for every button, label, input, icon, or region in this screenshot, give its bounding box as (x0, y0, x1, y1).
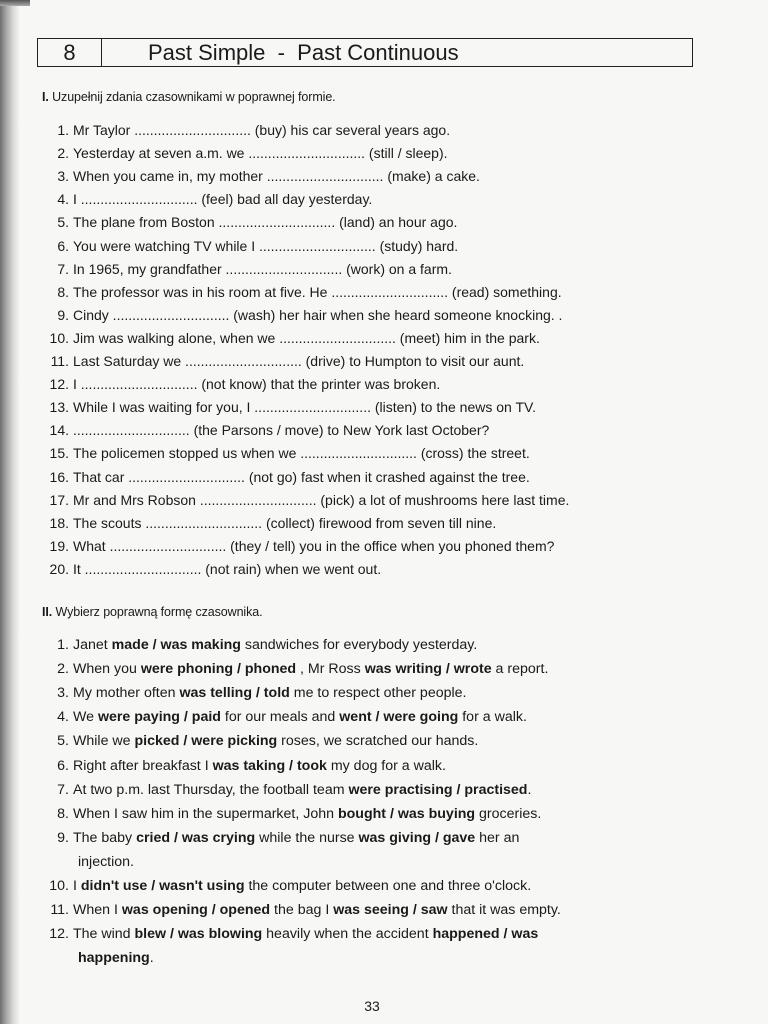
verb-choice: picked / were picking (134, 733, 278, 750)
section-2-label: II. (42, 605, 53, 619)
item-number: 18. (49, 514, 69, 531)
verb-choice: was seeing / saw (333, 902, 448, 919)
sentence-text: her an (475, 829, 520, 846)
scan-corner-mark (0, 0, 30, 6)
exercise-2-item (38, 685, 466, 701)
item-number: 2. (57, 145, 69, 162)
item-number: 7. (57, 260, 69, 277)
item-number: 11. (50, 902, 69, 919)
sentence-text: , Mr Ross (296, 661, 365, 678)
section-1-instruction (42, 90, 336, 104)
item-sentence: In 1965, my grandfather .............................. (work) on a farm. (73, 260, 452, 277)
exercise-1-item (38, 238, 458, 254)
exercise-2-item (38, 782, 531, 798)
sentence-text: roses, we scratched our hands. (277, 733, 479, 750)
item-number: 12. (49, 926, 69, 943)
section-2-instruction-text: Wybierz poprawną formę czasownika. (55, 605, 263, 619)
sentence-text: When you (73, 661, 141, 678)
sentence-text: The baby (73, 829, 137, 846)
sentence-text: groceries. (475, 805, 542, 822)
sentence-text: while the nurse (255, 829, 359, 846)
item-number: 6. (57, 237, 69, 254)
exercise-2-item (38, 926, 538, 942)
unit-number: 8 (38, 39, 102, 66)
exercise-1-item (38, 284, 562, 300)
exercise-1-item (38, 469, 530, 485)
item-number: 12. (49, 376, 69, 393)
exercise-1-item (38, 445, 530, 461)
unit-header (37, 38, 693, 67)
item-number: 6. (57, 757, 69, 774)
verb-choice: blew / was blowing (134, 926, 263, 943)
item-number: 9. (57, 306, 69, 323)
sentence-text: Janet (73, 637, 112, 653)
exercise-1-item (38, 515, 496, 531)
item-sentence: The scouts .............................. (collect) firewood from seven till nine. (73, 514, 497, 531)
exercise-1-item (38, 122, 450, 138)
section-2-instruction (42, 605, 263, 619)
sentence-text: The wind (73, 926, 135, 943)
verb-choice: were practising / practised (348, 781, 528, 798)
exercise-1-item (38, 538, 554, 554)
item-number: 13. (49, 399, 69, 416)
verb-choice: happened / was (432, 926, 539, 943)
sentence-text: heavily when the accident (262, 926, 433, 943)
sentence-text: a report. (491, 661, 549, 678)
sentence-text: me to respect other people. (289, 685, 467, 702)
page-number: 33 (364, 998, 380, 1014)
item-number: 20. (49, 560, 69, 577)
sentence-text: At two p.m. last Thursday, the football team (73, 781, 349, 798)
item-number: 3. (57, 168, 69, 185)
item-number: 3. (57, 685, 69, 702)
item-number: 1. (57, 637, 69, 653)
sentence-text: that it was empty. (447, 902, 561, 919)
sentence-text: When I saw him in the supermarket, John (73, 805, 338, 822)
item-number: 8. (57, 805, 69, 822)
sentence-text: the computer between one and three o'clock. (244, 878, 532, 894)
sentence-text: for a walk. (458, 709, 527, 726)
item-number: 7. (57, 781, 69, 798)
exercise-1-item (38, 145, 448, 161)
sentence-text: We (73, 709, 98, 726)
verb-choice: were phoning / phoned (140, 661, 297, 678)
exercise-1-item (38, 422, 489, 438)
item-sentence: .............................. (the Parsons / move) to New York last October? (73, 422, 490, 439)
item-number: 11. (50, 353, 69, 369)
item-number: 10. (49, 878, 69, 894)
exercise-2-item (38, 709, 527, 725)
item-number: 9. (57, 829, 69, 846)
item-number: 15. (49, 445, 69, 462)
item-number: 8. (57, 283, 69, 300)
sentence-text: my dog for a walk. (326, 757, 446, 774)
item-sentence: What .............................. (they / tell) you in the office when you phoned them? (73, 537, 555, 554)
verb-choice: was giving / gave (358, 829, 476, 846)
item-number: 14. (49, 422, 69, 439)
item-sentence: That car .............................. (not go) fast when it crashed against the tree. (73, 468, 530, 485)
exercise-2-item (38, 637, 477, 653)
sentence-text: the bag I (270, 902, 334, 919)
item-sentence: I .............................. (not know) that the printer was broken. (73, 376, 441, 393)
item-number: 16. (49, 468, 69, 485)
item-number: 5. (57, 214, 69, 231)
verb-choice: made / was making (111, 637, 241, 653)
exercise-2-item (38, 733, 478, 749)
exercise-1-item (38, 330, 540, 346)
verb-choice: was opening / opened (121, 902, 271, 919)
sentence-text: . (527, 781, 532, 798)
item-sentence: When you came in, my mother .............................. (make) a cake. (73, 168, 480, 185)
item-sentence: Jim was walking alone, when we .............................. (meet) him in the park. (73, 329, 540, 346)
verb-choice: was telling / told (179, 685, 290, 702)
exercise-2-item (38, 661, 548, 677)
verb-choice: was writing / wrote (364, 661, 492, 678)
item-number: 4. (57, 709, 69, 726)
verb-choice: were paying / paid (97, 709, 221, 726)
sentence-text: Right after breakfast I (73, 757, 213, 774)
verb-choice: was taking / took (212, 757, 327, 774)
exercise-1-item (38, 261, 452, 277)
item-number: 19. (49, 537, 69, 554)
item-sentence: Yesterday at seven a.m. we .............................. (still / sleep). (73, 145, 448, 162)
item-continuation (78, 854, 134, 870)
exercise-1-item (38, 492, 569, 508)
item-number: 1. (57, 122, 69, 138)
exercise-1-item (38, 191, 372, 207)
exercise-1-item (38, 376, 440, 392)
exercise-2-item (38, 806, 541, 822)
verb-choice: didn't use / wasn't using (80, 878, 245, 894)
section-1-instruction-text: Uzupełnij zdania czasownikami w poprawnej formie. (52, 90, 336, 104)
item-sentence: Mr and Mrs Robson .............................. (pick) a lot of mushrooms here last time. (73, 491, 570, 508)
exercise-2-item (38, 902, 561, 918)
item-sentence: Mr Taylor .............................. (buy) his car several years ago. (73, 122, 451, 138)
sentence-text: When I (73, 902, 122, 919)
verb-choice: bought / was buying (337, 805, 476, 822)
item-number: 10. (49, 329, 69, 346)
item-sentence: Cindy .............................. (wash) her hair when she heard someone knocking. . (73, 306, 563, 323)
item-number: 17. (49, 491, 69, 508)
item-number: 2. (57, 661, 69, 678)
exercise-2-item (38, 830, 519, 846)
book-binding-shadow (0, 0, 20, 1024)
verb-choice: went / were going (339, 709, 459, 726)
exercise-1-item (38, 214, 457, 230)
exercise-2-item (38, 878, 531, 894)
exercise-1-item (38, 561, 381, 577)
sentence-text: injection. (78, 853, 134, 870)
sentence-text: for our meals and (220, 709, 340, 726)
item-sentence: While I was waiting for you, I .............................. (listen) to the news on TV. (73, 399, 536, 416)
verb-choice: cried / was crying (136, 829, 256, 846)
item-sentence: The professor was in his room at five. He .............................. (read) something. (73, 283, 562, 300)
unit-title: Past Simple - Past Continuous (148, 40, 459, 65)
sentence-text: I (73, 878, 81, 894)
exercise-1-item (38, 168, 480, 184)
exercise-1-item (38, 307, 562, 323)
item-sentence: You were watching TV while I .............................. (study) hard. (73, 237, 459, 254)
item-sentence: I .............................. (feel) bad all day yesterday. (73, 191, 373, 208)
exercise-1-item (38, 353, 524, 369)
sentence-text: My mother often (73, 685, 180, 702)
sentence-text: While we (73, 733, 135, 750)
item-sentence: Last Saturday we .............................. (drive) to Humpton to visit our aunt. (73, 353, 525, 369)
sentence-text: . (149, 950, 154, 967)
verb-choice: happening (78, 950, 150, 967)
item-continuation (78, 950, 154, 966)
item-sentence: The policemen stopped us when we .............................. (cross) the street. (73, 445, 530, 462)
item-sentence: It .............................. (not rain) when we went out. (73, 560, 382, 577)
exercise-2-item (38, 758, 446, 774)
exercise-1-item (38, 399, 536, 415)
item-number: 5. (57, 733, 69, 750)
section-1-label: I. (42, 90, 49, 104)
item-number: 4. (57, 191, 69, 208)
item-sentence: The plane from Boston .............................. (land) an hour ago. (73, 214, 458, 231)
sentence-text: sandwiches for everybody yesterday. (240, 637, 478, 653)
